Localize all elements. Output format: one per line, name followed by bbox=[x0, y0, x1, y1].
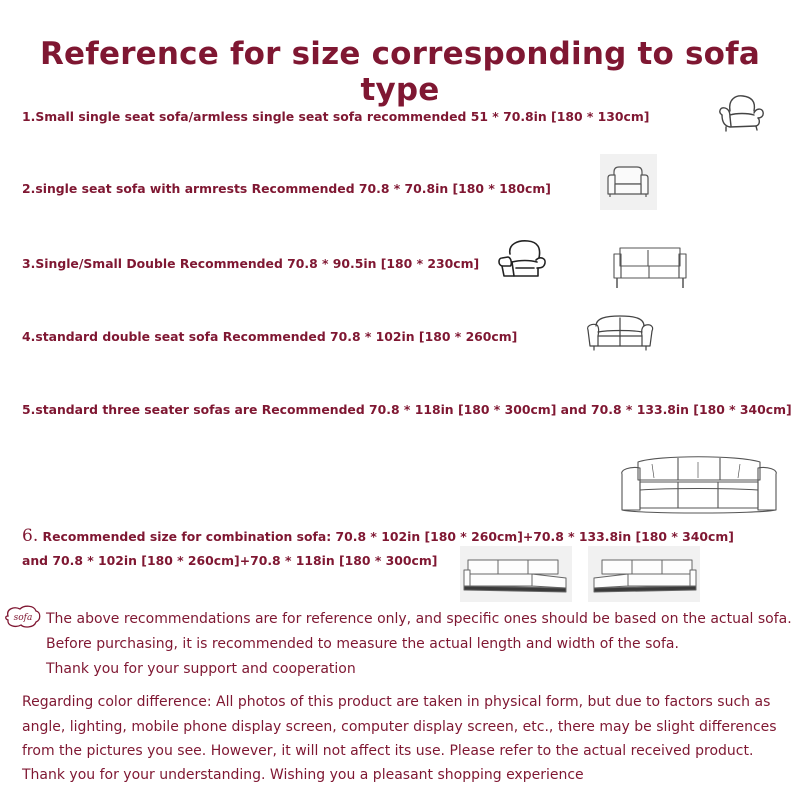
note-line-3: Thank you for your support and cooperation bbox=[46, 661, 356, 677]
item-6-number: 6. bbox=[22, 526, 39, 546]
color-note-line-1: Regarding color difference: All photos of this product are taken in physical form, but due to factors such as bbox=[22, 694, 771, 710]
sofa-badge-icon bbox=[4, 604, 42, 630]
note-line-1: The above recommendations are for reference only, and specific ones should be based on the actual sofa. bbox=[46, 611, 792, 627]
sofa-badge-label: sofa bbox=[13, 613, 33, 623]
two-seat-sofa-icon bbox=[612, 240, 688, 290]
note-line-2: Before purchasing, it is recommended to measure the actual length and width of the sofa. bbox=[46, 636, 679, 652]
size-item-5: 5.standard three seater sofas are Recommended 70.8 * 118in [180 * 300cm] and 70.8 * 133.8in [180 * 340cm] bbox=[22, 402, 792, 417]
page-title: Reference for size corresponding to sofa type bbox=[39, 36, 760, 108]
size-item-1: 1.Small single seat sofa/armless single seat sofa recommended 51 * 70.8in [180 * 130cm] bbox=[22, 109, 650, 124]
recliner-icon bbox=[496, 238, 548, 282]
loveseat-icon bbox=[584, 312, 656, 354]
color-note-line-4: Thank you for your understanding. Wishing you a pleasant shopping experience bbox=[22, 767, 584, 783]
armchair-line-icon bbox=[716, 93, 766, 133]
size-item-3: 3.Single/Small Double Recommended 70.8 * 90.5in [180 * 230cm] bbox=[22, 256, 480, 271]
color-note-line-3: from the pictures you see. However, it will not affect its use. Please refer to the actual received product. bbox=[22, 743, 754, 759]
size-item-6 bbox=[22, 526, 734, 546]
size-item-4: 4.standard double seat sofa Recommended 70.8 * 102in [180 * 260cm] bbox=[22, 329, 518, 344]
size-item-2: 2.single seat sofa with armrests Recommended 70.8 * 70.8in [180 * 180cm] bbox=[22, 181, 551, 196]
item-6-line-1: Recommended size for combination sofa: 70.8 * 102in [180 * 260cm]+70.8 * 133.8in [180 * 340cm] bbox=[38, 529, 734, 544]
color-note-line-2: angle, lighting, mobile phone display screen, computer display screen, etc., there may be slight differences bbox=[22, 719, 777, 735]
sectional-sofa-icon-1 bbox=[462, 552, 570, 598]
armchair-photo-icon bbox=[606, 164, 650, 202]
sectional-sofa-icon-2 bbox=[590, 552, 698, 598]
size-item-6-line-2: and 70.8 * 102in [180 * 260cm]+70.8 * 118in [180 * 300cm] bbox=[22, 553, 438, 568]
three-seater-sofa-icon bbox=[618, 452, 780, 522]
